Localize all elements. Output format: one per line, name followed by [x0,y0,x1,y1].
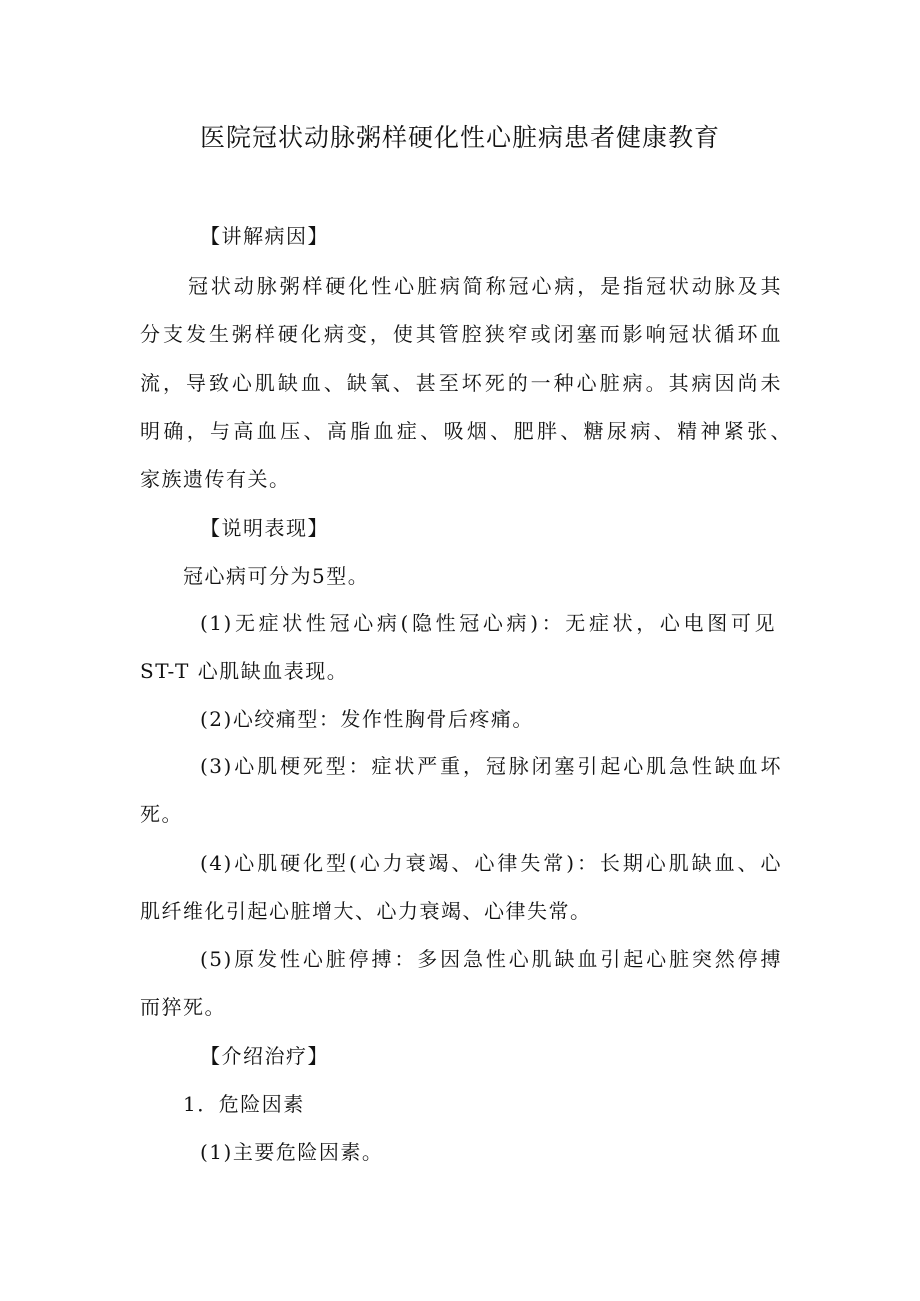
paragraph-line: 冠心病可分为5型。 [183,564,370,588]
list-item-line: (3)心肌梗死型：症状严重，冠脉闭塞引起心肌急性缺血坏 [200,754,782,778]
list-item-line: 1．危险因素 [183,1092,305,1116]
section-heading-cause: 【讲解病因】 [200,224,329,248]
list-item-line: ST-T 心肌缺血表现。 [140,659,349,683]
list-item-line: 而猝死。 [140,995,226,1019]
paragraph-line: 冠状动脉粥样硬化性心脏病简称冠心病，是指冠状动脉及其 [188,274,782,298]
section-heading-treatment: 【介绍治疗】 [200,1044,329,1068]
list-item-line: 肌纤维化引起心脏增大、心力衰竭、心律失常。 [140,899,592,923]
document-title: 医院冠状动脉粥样硬化性心脏病患者健康教育 [199,123,720,152]
list-item-line: (1)主要危险因素。 [200,1140,384,1164]
list-item-line: (4)心肌硬化型(心力衰竭、心律失常)：长期心肌缺血、心 [200,851,782,875]
section-heading-manifestation: 【说明表现】 [200,516,329,540]
paragraph-line: 家族遗传有关。 [140,467,291,491]
list-item-line: (5)原发性心脏停搏：多因急性心肌缺血引起心脏突然停搏 [200,947,782,971]
list-item-line: (1)无症状性冠心病(隐性冠心病)：无症状，心电图可见 [200,611,776,635]
paragraph-line: 流，导致心肌缺血、缺氧、甚至坏死的一种心脏病。其病因尚未 [140,371,782,395]
list-item-line: (2)心绞痛型：发作性胸骨后疼痛。 [200,707,534,731]
paragraph-line: 明确，与高血压、高脂血症、吸烟、肥胖、糖尿病、精神紧张、 [140,419,792,443]
paragraph-line: 分支发生粥样硬化病变，使其管腔狭窄或闭塞而影响冠状循环血 [140,322,782,346]
list-item-line: 死。 [140,802,183,826]
